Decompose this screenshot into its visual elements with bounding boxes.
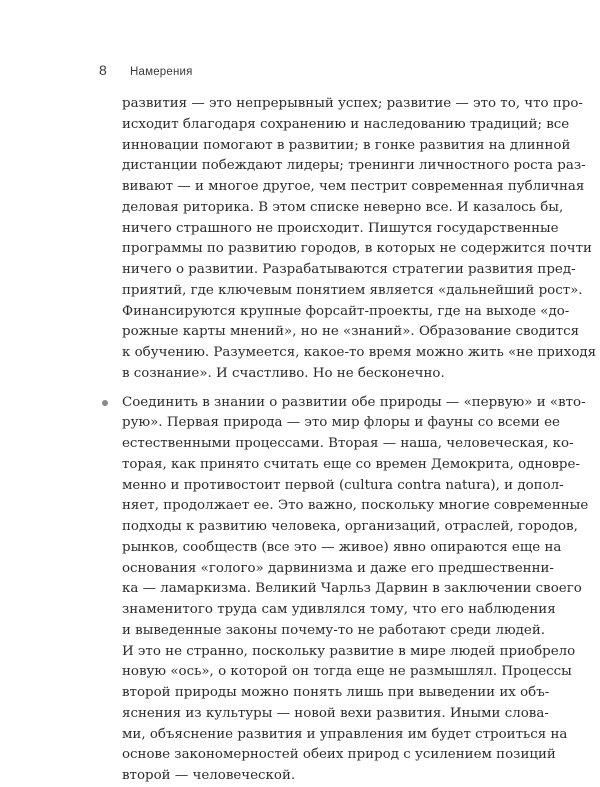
text-line: Соединить в знании о развитии обе природы — «первую» и «вто- bbox=[122, 394, 586, 410]
paragraph-continuation bbox=[122, 94, 597, 385]
text-line: рынков, сообществ (все это — живое) явно опираются еще на bbox=[122, 539, 562, 555]
text-line: яснения из культуры — новой вехи развития. Иными слова- bbox=[122, 705, 549, 721]
page-body bbox=[122, 94, 597, 787]
text-line: знаменитого труда сам удивлялся тому, что его наблюдения bbox=[122, 602, 556, 617]
bullet-dot-icon bbox=[102, 400, 108, 406]
running-header bbox=[99, 62, 193, 82]
text-line: развития — это непрерывный успех; развитие — это то, что про- bbox=[122, 96, 583, 111]
text-line: новую «ось», о которой он тогда еще не размышлял. Процессы bbox=[122, 664, 572, 680]
bullet-text bbox=[122, 393, 589, 787]
text-line: второй — человеческой. bbox=[122, 768, 296, 783]
text-line: дистанции побеждают лидеры; тренинги личностного роста раз- bbox=[122, 158, 586, 174]
text-line: инновации помогают в развитии; в гонке развития на длинной bbox=[122, 137, 571, 153]
text-line: программы по развитию городов, в которых не содержится почти bbox=[122, 241, 592, 257]
text-line: рожные карты мнений», но не «знаний». Образование сводится bbox=[122, 324, 580, 340]
text-line: рую». Первая природа — это мир флоры и фауны со всеми ее bbox=[122, 415, 560, 431]
page-number: 8 bbox=[99, 62, 107, 78]
text-line: в сознание». И счастливо. Но не бесконечно. bbox=[122, 365, 445, 381]
text-line: И это не странно, поскольку развитие в мире людей приобрело bbox=[122, 643, 576, 659]
text-line: естественными процессами. Вторая — наша, человеческая, ко- bbox=[122, 436, 574, 451]
text-line: основания «голого» дарвинизма и даже его предшественни- bbox=[122, 560, 554, 576]
text-line: менно и противостоит первой (cultura contra natura), и допол- bbox=[122, 477, 564, 493]
text-line: подходы к развитию человека, организаций, отраслей, городов, bbox=[122, 519, 578, 534]
text-line: и выведенные законы почему-то не работают среди людей. bbox=[122, 622, 546, 638]
text-line: к обучению. Разумеется, какое-то время можно жить «не приходя bbox=[122, 345, 597, 360]
text-line: ничего о развитии. Разрабатываются стратегии развития пред- bbox=[122, 262, 576, 277]
text-line: приятий, где ключевым понятием является «дальнейший рост». bbox=[122, 282, 583, 298]
text-line: вивают — и многое другое, чем пестрит современная публичная bbox=[122, 179, 585, 194]
text-line: торая, как принято считать еще со времен Демокрита, одновре- bbox=[122, 456, 580, 472]
text-line: ничего страшного не происходит. Пишутся государственные bbox=[122, 220, 559, 236]
running-title: Намерения bbox=[130, 66, 193, 78]
text-line: няет, продолжает ее. Это важно, поскольку многие современные bbox=[122, 498, 589, 514]
paragraph-text bbox=[122, 94, 597, 385]
text-line: ми, объяснение развития и управления им будет строиться на bbox=[122, 726, 568, 742]
text-line: деловая риторика. В этом списке неверно все. И казалось бы, bbox=[122, 199, 564, 215]
text-line: исходит благодаря сохранению и наследованию традиций; все bbox=[122, 116, 570, 132]
text-line: второй природы можно понять лишь при выведении их объ- bbox=[122, 685, 550, 700]
text-line: основе закономерностей обеих природ с усилением позиций bbox=[122, 747, 556, 763]
text-line: ка — ламаркизма. Великий Чарльз Дарвин в заключении своего bbox=[122, 581, 582, 597]
text-line: Финансируются крупные форсайт-проекты, где на выходе «до- bbox=[122, 303, 570, 319]
bullet-item bbox=[122, 393, 589, 787]
